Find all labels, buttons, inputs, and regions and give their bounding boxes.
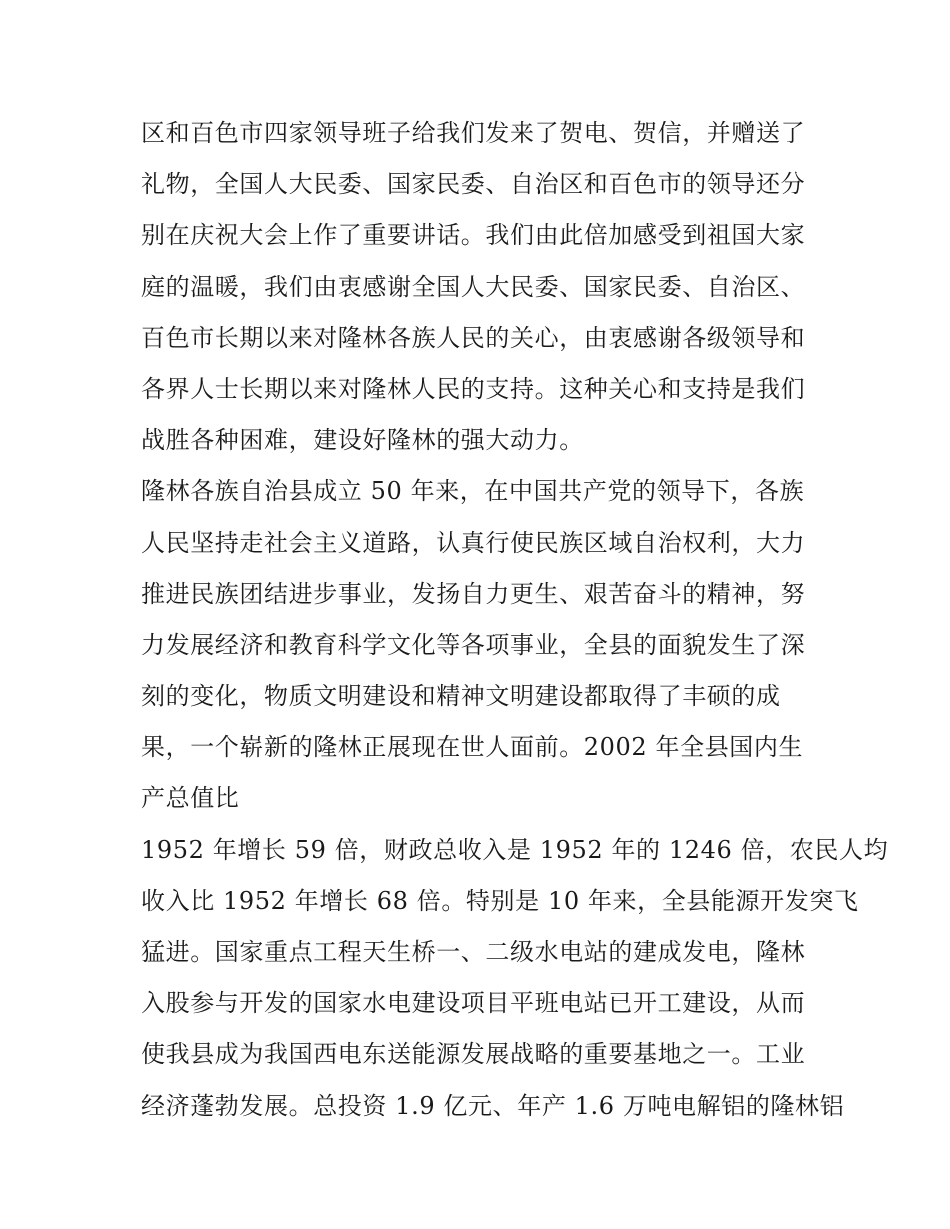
- text-line: 收入比 1952 年增长 68 倍。特别是 10 年来，全县能源开发突飞: [141, 886, 859, 915]
- text-line: 庭的温暖，我们由衷感谢全国人大民委、国家民委、自治区、: [141, 272, 806, 301]
- text-line: 隆林各族自治县成立 50 年来，在中国共产党的领导下，各族: [141, 477, 805, 506]
- text-line: 猛进。国家重点工程天生桥一、二级水电站的建成发电，隆林: [141, 938, 806, 966]
- text-line: 百色市长期以来对隆林各族人民的关心，由衷感谢各级领导和: [141, 323, 806, 352]
- text-line: 1952 年增长 59 倍，财政总收入是 1952 年的 1246 倍，农民人均: [141, 835, 889, 864]
- text-line: 经济蓬勃发展。总投资 1.9 亿元、年产 1.6 万吨电解铝的隆林铝: [141, 1091, 845, 1120]
- text-line: 使我县成为我国西电东送能源发展战略的重要基地之一。工业: [141, 1040, 806, 1069]
- text-line: 力发展经济和教育科学文化等各项事业，全县的面貌发生了深: [141, 630, 806, 659]
- text-line: 礼物，全国人大民委、国家民委、自治区和百色市的领导还分: [141, 170, 806, 199]
- text-line: 入股参与开发的国家水电建设项目平班电站已开工建设，从而: [141, 989, 806, 1018]
- text-line: 各界人士长期以来对隆林人民的支持。这种关心和支持是我们: [141, 374, 806, 403]
- text-line: 别在庆祝大会上作了重要讲话。我们由此倍加感受到祖国大家: [141, 221, 806, 250]
- text-line: 产总值比: [141, 784, 240, 813]
- text-line: 战胜各种困难，建设好隆林的强大动力。: [141, 426, 584, 455]
- text-line: 刻的变化，物质文明建设和精神文明建设都取得了丰硕的成: [141, 682, 781, 711]
- text-line: 推进民族团结进步事业，发扬自力更生、艰苦奋斗的精神，努: [141, 579, 806, 608]
- text-line: 人民坚持走社会主义道路，认真行使民族区域自治权利，大力: [141, 528, 806, 557]
- text-line: 区和百色市四家领导班子给我们发来了贺电、贺信，并赠送了: [141, 119, 806, 147]
- body-text: [141, 108, 889, 1132]
- text-line: 果，一个崭新的隆林正展现在世人面前。2002 年全县国内生: [141, 733, 804, 762]
